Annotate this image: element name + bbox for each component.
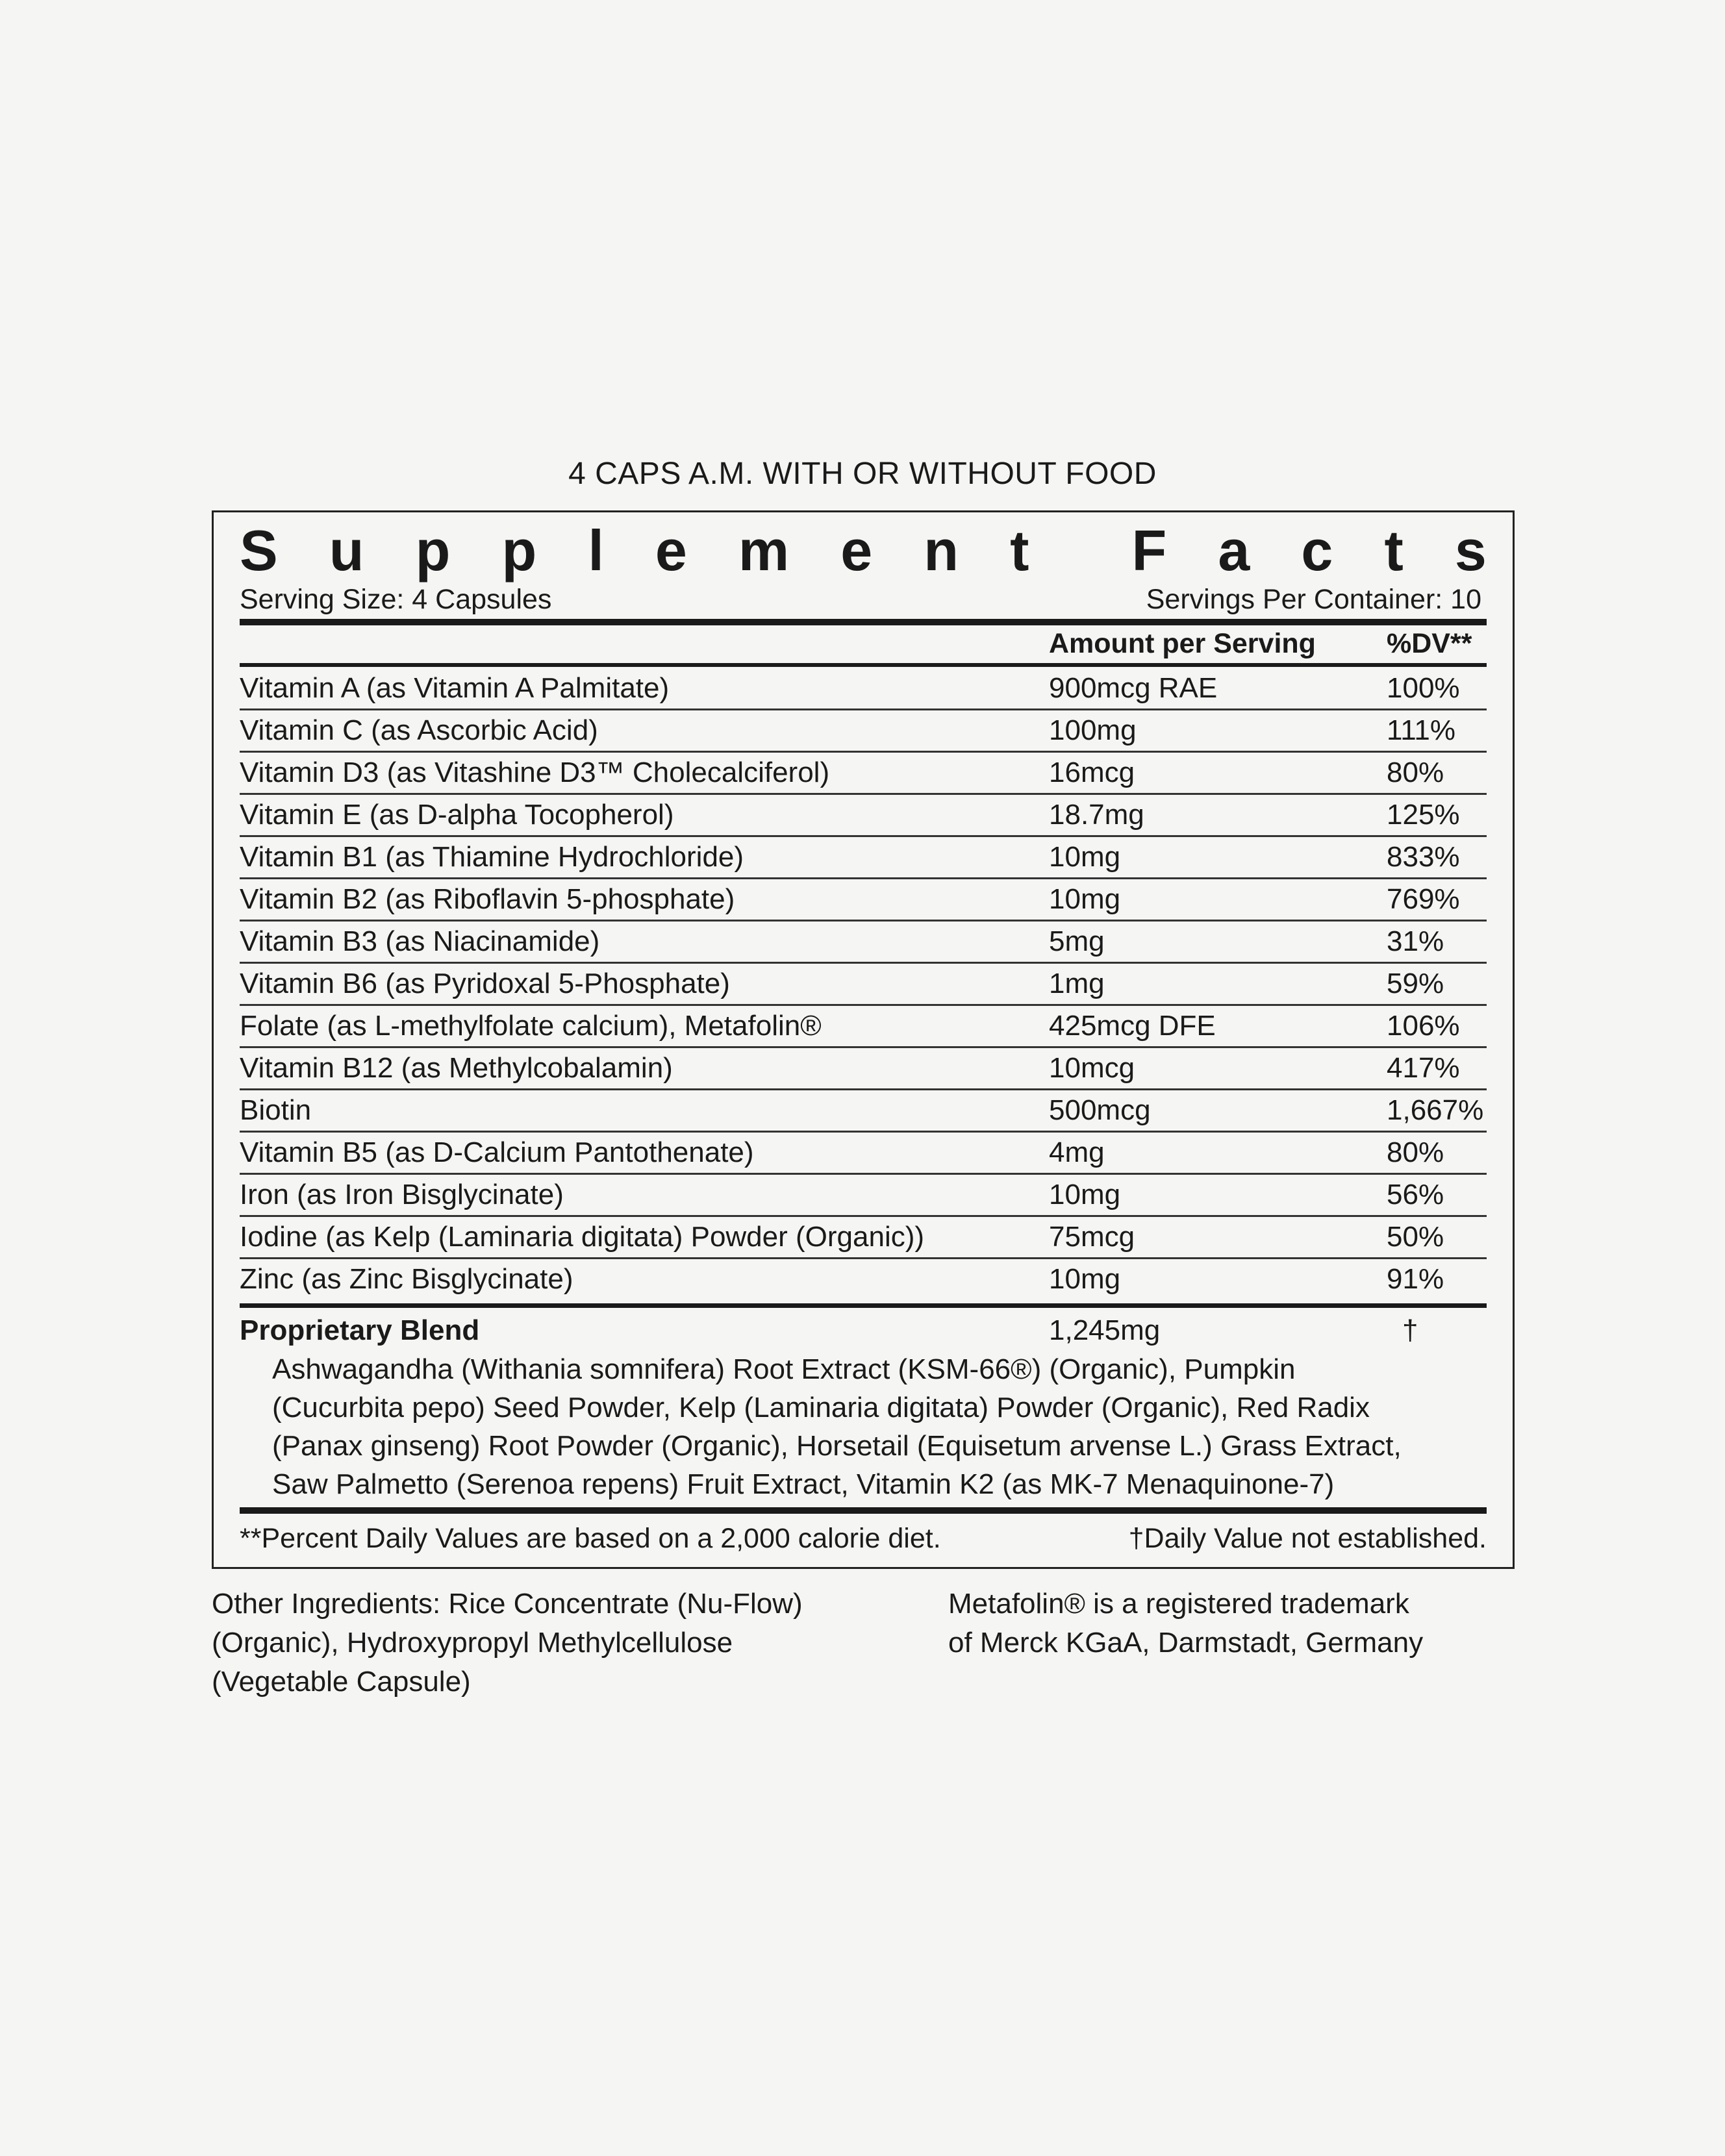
nutrient-name: Folate (as L-methylfolate calcium), Metafolin®	[240, 1010, 822, 1042]
nutrient-name: Iron (as Iron Bisglycinate)	[240, 1179, 564, 1210]
other-ingredients-line: (Vegetable Capsule)	[212, 1666, 471, 1698]
other-ingredients	[212, 1585, 803, 1701]
nutrient-amount: 10mg	[1049, 883, 1121, 915]
title-letter: e	[840, 518, 873, 583]
bottom-thick-divider	[240, 1507, 1487, 1514]
blend-line: (Panax ginseng) Root Powder (Organic), Horsetail (Equisetum arvense L.) Grass Extract,	[272, 1430, 1402, 1462]
nutrient-amount: 900mcg RAE	[1049, 672, 1218, 704]
nutrient-amount: 16mcg	[1049, 757, 1135, 788]
nutrient-name: Vitamin E (as D-alpha Tocopherol)	[240, 799, 674, 831]
nutrient-row	[240, 1133, 1487, 1175]
title-letter: l	[588, 518, 604, 583]
other-ingredients-line: (Organic), Hydroxypropyl Methylcellulose	[212, 1627, 733, 1659]
nutrient-name: Iodine (as Kelp (Laminaria digitata) Powder (Organic))	[240, 1221, 925, 1253]
title-letter: c	[1301, 518, 1333, 583]
nutrient-dv: 417%	[1387, 1052, 1460, 1084]
nutrient-row	[240, 1090, 1487, 1133]
nutrient-dv: 833%	[1387, 841, 1460, 873]
nutrient-row	[240, 1048, 1487, 1090]
panel-footer	[240, 1519, 1487, 1558]
blend-name: Proprietary Blend	[240, 1314, 480, 1346]
trademark-line: of Merck KGaA, Darmstadt, Germany	[948, 1627, 1424, 1659]
nutrient-dv: 125%	[1387, 799, 1460, 831]
title-letter: a	[1218, 518, 1250, 583]
nutrient-row	[240, 879, 1487, 921]
title-letter: m	[738, 518, 790, 583]
nutrient-dv: 80%	[1387, 757, 1444, 788]
blend-line: Saw Palmetto (Serenoa repens) Fruit Extract, Vitamin K2 (as MK-7 Menaquinone-7)	[272, 1468, 1335, 1500]
title-letter: p	[415, 518, 451, 583]
nutrient-row	[240, 964, 1487, 1006]
nutrient-amount: 10mg	[1049, 1263, 1121, 1295]
nutrient-name: Vitamin B2 (as Riboflavin 5-phosphate)	[240, 883, 735, 915]
panel-title	[240, 518, 1487, 583]
nutrient-amount: 1mg	[1049, 968, 1105, 999]
title-letter: S	[240, 518, 278, 583]
nutrient-row	[240, 837, 1487, 879]
nutrient-amount: 18.7mg	[1049, 799, 1144, 831]
nutrient-row	[240, 1175, 1487, 1217]
nutrient-dv: 106%	[1387, 1010, 1460, 1042]
nutrient-name: Vitamin B12 (as Methylcobalamin)	[240, 1052, 673, 1084]
nutrient-row	[240, 921, 1487, 964]
nutrient-list	[240, 668, 1487, 1301]
nutrient-name: Zinc (as Zinc Bisglycinate)	[240, 1263, 573, 1295]
nutrient-name: Vitamin B6 (as Pyridoxal 5-Phosphate)	[240, 968, 730, 999]
serving-size: Serving Size: 4 Capsules	[240, 584, 552, 615]
nutrient-name: Vitamin C (as Ascorbic Acid)	[240, 714, 598, 746]
nutrient-row	[240, 1006, 1487, 1048]
amount-header: Amount per Serving	[1049, 628, 1316, 659]
serving-info	[240, 581, 1487, 618]
nutrient-amount: 4mg	[1049, 1136, 1105, 1168]
nutrient-amount: 10mg	[1049, 841, 1121, 873]
nutrient-dv: 91%	[1387, 1263, 1444, 1295]
title-letter: n	[924, 518, 959, 583]
nutrient-amount: 100mg	[1049, 714, 1137, 746]
title-letter: u	[329, 518, 364, 583]
blend-ingredients	[272, 1350, 1467, 1503]
title-letter: s	[1454, 518, 1487, 583]
nutrient-amount: 425mcg DFE	[1049, 1010, 1216, 1042]
nutrient-dv: 1,667%	[1387, 1094, 1484, 1126]
blend-line: Ashwagandha (Withania somnifera) Root Extract (KSM-66®) (Organic), Pumpkin	[272, 1353, 1296, 1385]
nutrient-amount: 5mg	[1049, 925, 1105, 957]
directions-text: 4 CAPS A.M. WITH OR WITHOUT FOOD	[568, 457, 1157, 491]
trademark-line: Metafolin® is a registered trademark	[948, 1588, 1409, 1620]
dv-footnote: **Percent Daily Values are based on a 2,000 calorie diet.	[240, 1523, 941, 1554]
nutrient-dv: 80%	[1387, 1136, 1444, 1168]
column-header	[240, 624, 1487, 663]
blend-line: (Cucurbita pepo) Seed Powder, Kelp (Laminaria digitata) Powder (Organic), Red Radix	[272, 1392, 1370, 1423]
nutrient-row	[240, 710, 1487, 753]
nutrient-name: Vitamin B3 (as Niacinamide)	[240, 925, 600, 957]
nutrient-dv: 111%	[1387, 714, 1456, 746]
supplement-facts-panel	[212, 510, 1515, 1569]
nutrient-row	[240, 1217, 1487, 1259]
nutrient-dv: 56%	[1387, 1179, 1444, 1210]
title-letter: t	[1384, 518, 1404, 583]
nutrient-dv: 769%	[1387, 883, 1460, 915]
dagger-footnote: †Daily Value not established.	[1128, 1523, 1487, 1554]
nutrient-dv: 50%	[1387, 1221, 1444, 1253]
nutrient-row	[240, 1259, 1487, 1301]
nutrient-amount: 75mcg	[1049, 1221, 1135, 1253]
nutrient-dv: 59%	[1387, 968, 1444, 999]
title-letter: t	[1010, 518, 1029, 583]
nutrient-row	[240, 668, 1487, 710]
title-letter: F	[1131, 518, 1167, 583]
trademark-note	[948, 1585, 1423, 1662]
nutrient-row	[240, 795, 1487, 837]
blend-divider	[240, 1303, 1487, 1308]
proprietary-blend-row	[240, 1311, 1487, 1350]
blend-dv: †	[1402, 1314, 1418, 1346]
nutrient-name: Vitamin D3 (as Vitashine D3™ Cholecalciferol)	[240, 757, 830, 788]
nutrient-name: Vitamin A (as Vitamin A Palmitate)	[240, 672, 670, 704]
nutrient-amount: 500mcg	[1049, 1094, 1151, 1126]
nutrient-amount: 10mg	[1049, 1179, 1121, 1210]
header-divider	[240, 663, 1487, 667]
title-letter: e	[655, 518, 687, 583]
nutrient-dv: 100%	[1387, 672, 1460, 704]
nutrient-row	[240, 753, 1487, 795]
servings-per-container: Servings Per Container: 10	[1146, 584, 1481, 615]
dv-header: %DV**	[1387, 628, 1472, 659]
other-ingredients-line: Other Ingredients: Rice Concentrate (Nu-Flow)	[212, 1588, 803, 1620]
title-letter: p	[501, 518, 537, 583]
nutrient-name: Biotin	[240, 1094, 312, 1126]
nutrient-name: Vitamin B1 (as Thiamine Hydrochloride)	[240, 841, 744, 873]
nutrient-name: Vitamin B5 (as D-Calcium Pantothenate)	[240, 1136, 754, 1168]
nutrient-dv: 31%	[1387, 925, 1444, 957]
nutrient-amount: 10mcg	[1049, 1052, 1135, 1084]
blend-amount: 1,245mg	[1049, 1314, 1161, 1346]
